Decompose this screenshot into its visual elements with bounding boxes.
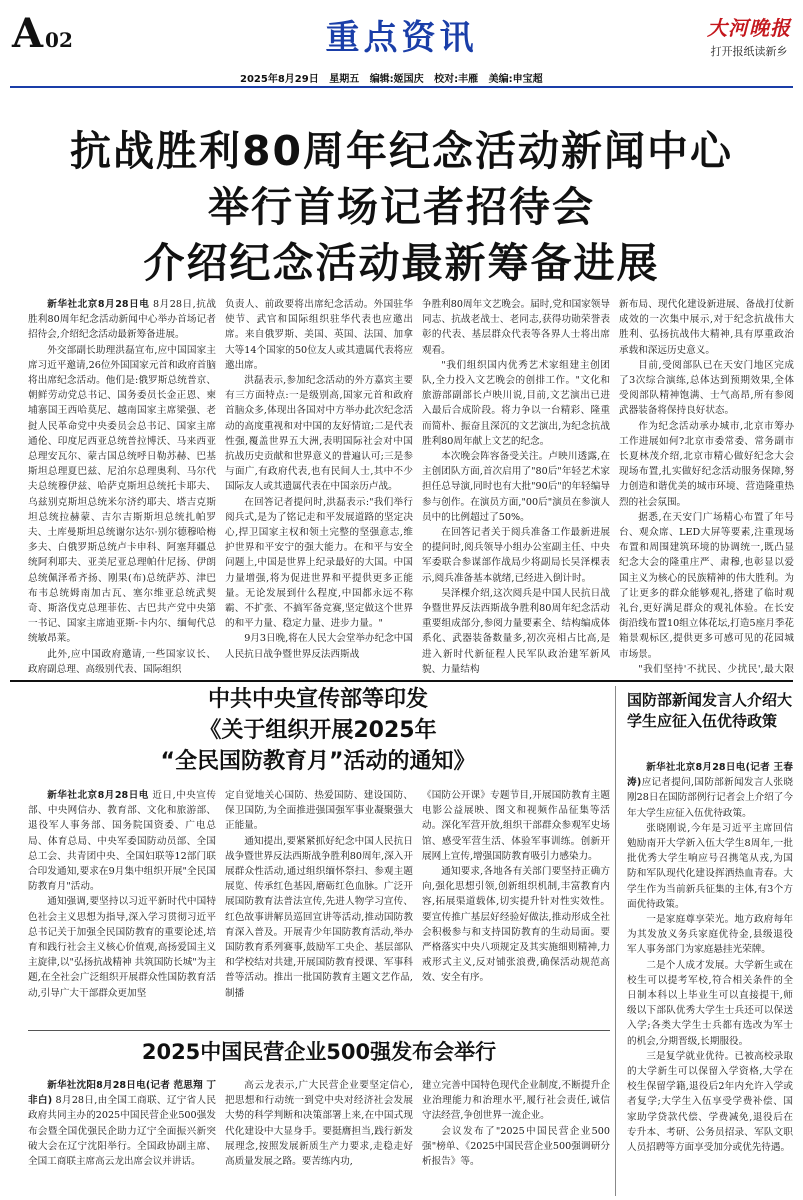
side-story-paragraph: 三是复学就业优待。已被高校录取的大学新生可以保留入学资格,大学在校生保留学籍,退役后2年内允许入学或者复学;大学生入伍享受学费补偿、国家助学贷款代偿、学费减免,退役后在专升本、考研、公务员招录、军队文职人员招聘等方面享受加分或优先待遇。 <box>627 1050 793 1154</box>
enterprises-paragraph: 8月28日,由全国工商联、辽宁省人民政府共同主办的2025中国民营企业500强发布会暨全国优强民企助力辽宁全面振兴新突破大会在辽宁沈阳举行。全国政协副主席、全国工商联主席高云龙出席会议并讲话。 <box>28 1095 216 1168</box>
enterprises-paragraph: 建立完善中国特色现代企业制度,不断提升企业治理能力和治理水平,履行社会责任,诚信守法经营,争创世界一流企业。 <box>422 1080 610 1122</box>
defense-month-paragraph: 《国防公开课》专题节目,开展国防教育主题电影公益展映、图文和视频作品征集等活动。深化军营开放,组织干部群众参观军史场馆、感受军营生活、体验军事训练。创新开展网上宣传,增强国防教育吸引力感染力。 <box>422 790 610 862</box>
designer-credit: 美编:申宝超 <box>488 74 543 85</box>
defense-month-headline-line-3: “全民国防教育月”活动的通知》 <box>160 749 476 774</box>
side-story-paragraph: 应记者提问,国防部新闻发言人张晓刚28日在国防部例行记者会上介绍了今年大学生应征入伍优待政策。 <box>627 777 793 819</box>
side-story-paragraph: 二是个人成才发展。大学新生或在校生可以提考军校,符合相关条件的全日制本科以上毕业生可以直接提干,师级以下部队优秀大学生士兵还可以保送入学;各类大学生士兵都有选改为军士的机会,分期晋级,长期服役。 <box>627 959 793 1047</box>
defense-month-paragraph: 近日,中央宣传部、中央网信办、教育部、文化和旅游部、退役军人事务部、国务院国资委、广电总局、体育总局、中央军委国防动员部、全国总工会、共青团中央、全国妇联等12部门联合印发通知,要求在9月集中组织开展"全民国防教育月"活动。 <box>28 790 216 893</box>
main-story-paragraph: 作为纪念活动承办城市,北京市筹办工作进展如何?北京市委常委、常务副市长夏林茂介绍,北京市精心做好纪念大会现场布置,扎实做好纪念活动服务保障,努力创造和谐优美的城市环境、营造隆重热烈的社会氛围。 <box>619 420 794 508</box>
enterprises-byline: (记者 范思翔 丁非白) <box>28 1080 216 1107</box>
issue-date: 2025年8月29日 <box>240 74 319 85</box>
enterprises-paragraph: 高云龙表示,广大民营企业要坚定信心,把思想和行动统一到党中央对经济社会发展大势的科学判断和决策部署上来,在中国式现代化建设中大显身手。要挺膺担当,践行新发展理念,按照发展新质生产力要求,走稳走好高质量发展之路。要苦练内功, <box>225 1080 413 1168</box>
side-story-body <box>627 760 793 1196</box>
main-story-paragraph: 据悉,在天安门广场精心布置了年号台、观众席、LED大屏等要素,注重现场布置和周围建筑环境的协调统一,既凸显纪念大会的隆重庄严、肃穆,也彰显以爱国主义为核心的民族精神的伟大胜利。为了让更多的群众能够观礼,搭建了临时观礼台,更好满足群众的观礼体验。在长安街沿线布置10组立体花坛,打造5座月季花箱景观标区,提供更多可感可见的花园城市场景。 <box>619 511 794 660</box>
defense-month-headline <box>28 684 608 777</box>
main-story-paragraph: 本次晚会阵容备受关注。卢映川透露,在主创团队方面,首次启用了"80后"年轻艺术家担任总导演,同时也有大批"90后"的年轻编导参与创作。在演员方面,"00后"演员在参演人员中的比例超过了50%。 <box>422 451 610 523</box>
main-story-paragraph: 洪磊表示,参加纪念活动的外方嘉宾主要有三方面特点:一是级别高,国家元首和政府首脑众多,体现出各国对中方举办此次纪念活动的高度重视和对中国的友好情谊;二是代表性强,覆盖世界五大洲,表明国际社会对中国抗战历史贡献和世界意义的普遍认可;三是参与面广,有政府代表,也有民间人士,其中不少国际友人或其遗属代表在中国亲历卢战。 <box>225 375 413 493</box>
proofreader-credit: 校对:丰雁 <box>434 74 479 85</box>
defense-month-headline-line-2: 《关于组织开展2025年 <box>199 718 437 743</box>
issue-weekday: 星期五 <box>329 74 360 85</box>
editor-credit: 编辑:姬国庆 <box>369 74 424 85</box>
defense-month-column-2 <box>225 788 413 1024</box>
main-story-paragraph: 在回答记者关于阅兵准备工作最新进展的提问时,阅兵领导小组办公室副主任、中央军委联合参谋部作战局少将副局长吴泽棵表示,阅兵准备基本就绪,已经进入倒计时。 <box>422 527 610 584</box>
defense-month-paragraph: 通知强调,要坚持以习近平新时代中国特色社会主义思想为指导,深入学习贯彻习近平总书记关于加强全民国防教育的重要论述,培育和践行社会主义核心价值观,高扬爱国主义主旋律,以"弘扬抗战精神 共筑国防长城"为主题,在全社会广泛组织开展群众性国防教育活动,引导广大干部群众更加坚 <box>28 896 216 999</box>
enterprises-column-1 <box>28 1078 216 1196</box>
defense-month-headline-line-1: 中共中央宣传部等印发 <box>207 687 428 712</box>
side-story-byline: (记者 王春涛) <box>627 762 793 789</box>
main-story-paragraph: 争胜利80周年文艺晚会。届时,党和国家领导同志、抗战老战士、老同志,获得功勋荣誉表彰的代表、基层群众代表等各界人士将出席观看。 <box>422 299 610 356</box>
main-story-paragraph: 在回答记者提问时,洪磊表示:"我们举行阅兵式,是为了铭记走和平发展道路的坚定决心,捍卫国家主权和领土完整的坚强意志,维护世界和平安宁的强大能力。在和平与安全问题上,中国是世界上纪录最好的大国。中国力量增强,将为促进世界和平提供更多正能量。无论发展到什么程度,中国都永远不称霸、不扩张、不搞军备竞赛,坚定做这个世界的和平力量、稳定力量、进步力量。" <box>225 496 413 630</box>
main-story-column-4 <box>619 297 794 675</box>
main-story-paragraph: 新布局、现代化建设新进展、备战打仗新成效的一次集中展示,对于纪念抗战伟大胜利、弘扬抗战伟大精神,具有厚重政治承载和深远历史意义。 <box>619 299 794 356</box>
enterprises-column-2 <box>225 1078 413 1196</box>
side-story-paragraph: 张晓刚说,今年是习近平主席回信勉励南开大学新入伍大学生8周年,一批批优秀大学生响应号召携笔从戎,为国防和军队现代化建设挥洒热血青春。大学生作为当前新兵征集的主体,有3个方面优待政策。 <box>627 822 793 910</box>
main-story-dateline: 新华社北京8月28日电 <box>47 299 150 310</box>
main-story-paragraph: 目前,受阅部队已在天安门地区完成了3次综合演练,总体达到预期效果,全体受阅部队精神饱满、士气高昂,所有参阅武器装备将保持良好状态。 <box>619 359 794 417</box>
defense-month-dateline: 新华社北京8月28日电 <box>47 790 149 801</box>
defense-month-paragraph: 通知提出,要紧紧抓好纪念中国人民抗日战争暨世界反法西斯战争胜利80周年,深入开展群众性活动,通过组织缅怀祭扫、参观主题展览、传承红色基因,磨砺红色血脉。广泛开展国防教育法普法宣传,先进人物学习宣传、红色故事讲解员巡回宣讲等活动,推动国防教育深入普及。开展青少年国防教育活动,举办国防教育系列赛事,鼓励军工央企、基层部队和学校结对共建,开展国防教育授课、军事科普等活动。推出一批国防教育主题文艺作品,制播 <box>225 835 413 999</box>
story-divider <box>28 1030 610 1031</box>
main-story-paragraph: "我们组织国内优秀艺术家组建主创团队,全力投入文艺晚会的创排工作。"文化和旅游部副部长卢映川说,目前,文艺演出已进入最后合成阶段。将力争以一台精彩、隆重而简朴、振奋且深沉的文艺演出,为纪念抗战胜利80周年献上文艺的纪念。 <box>422 359 610 447</box>
defense-month-column-3 <box>422 788 610 1024</box>
side-story-paragraph: 一是家庭尊享荣光。地方政府每年为其发放义务兵家庭优待金,县级退役军人事务部门为家庭悬挂光荣牌。 <box>627 914 793 956</box>
issue-meta-line <box>240 70 550 85</box>
defense-month-column-1 <box>28 788 216 1024</box>
defense-month-paragraph: 定自觉地关心国防、热爱国防、建设国防、保卫国防,为全面推进强国强军事业凝聚强大正能量。 <box>225 790 413 832</box>
page-digits: 02 <box>45 28 73 52</box>
main-story-paragraph: 9月3日晚,将在人民大会堂举办纪念中国人民抗日战争暨世界反法西斯战 <box>225 633 413 660</box>
enterprises-dateline: 新华社沈阳8月28日电 <box>47 1080 146 1091</box>
page-letter: A <box>12 10 44 57</box>
main-story-paragraph: 吴泽棵介绍,这次阅兵是中国人民抗日战争暨世界反法西斯战争胜利80周年纪念活动重要组成部分,参阅力量要素全、结构编成体系化、武器装备数量多,初次亮相占比高,是进入新时代新征程人民军队政治建军新风貌、力量结构 <box>422 587 610 675</box>
main-story-paragraph: 外交部副长助理洪磊宣布,应中国国家主席习近平邀请,26位外国国家元首和政府首脑将出席纪念活动。他们是:俄罗斯总统普京、朝鲜劳动党总书记、国务委员长金正恩、柬埔寨国王西哈莫尼、越南国家主席梁强、老挝人民革命党中央委员会总书记、国家主席通伦、印度尼西亚总统普拉博沃、马来西亚总理安瓦尔、蒙古国总统呼日勒苏赫、巴基斯坦总理夏巴兹、尼泊尔总理奥利、马尔代夫总统穆伊兹、哈萨克斯坦总统托卡耶夫、乌兹别克斯坦总统米尔济约耶夫、塔吉克斯坦总统拉赫蒙、吉尔吉斯斯坦总统扎帕罗夫、土库曼斯坦总统谢尔达尔·别尔德穆哈梅多夫、白俄罗斯总统卢卡申科、阿塞拜疆总统阿利耶夫、亚美尼亚总理帕什尼扬、伊朗总统佩泽希齐扬、刚果(布)总统萨苏、津巴布韦总统姆南加古瓦、塞尔维亚总统武契奇、斯洛伐克总理菲佐、古巴共产党中央第一书记、国家主席迪亚斯-卡内尔、缅甸代总统敏昂莱。 <box>28 344 216 645</box>
side-story-dateline: 新华社北京8月28日电 <box>646 762 746 773</box>
main-headline-line-3: 介绍纪念活动最新筹备进展 <box>143 239 660 287</box>
main-story-column-3 <box>422 297 610 675</box>
enterprises-column-3 <box>422 1078 610 1196</box>
section-title: 重点资讯 <box>325 18 478 58</box>
side-story-headline: 国防部新闻发言人介绍大学生应征入伍优待政策 <box>627 691 793 730</box>
main-story-column-2 <box>225 297 413 675</box>
enterprises-headline: 2025中国民营企业500强发布会举行 <box>141 1040 497 1064</box>
newspaper-logo: 大河晚报 <box>707 16 791 40</box>
header-rule <box>10 86 793 88</box>
main-story-paragraph: "我们坚持'不扰民、少扰民',最大限 <box>638 663 794 675</box>
main-story-column-1 <box>28 297 216 675</box>
newspaper-brand <box>707 12 791 59</box>
side-column-divider <box>615 686 616 1196</box>
main-story-paragraph: 负责人、前政要将出席纪念活动。外国驻华使节、武官和国际组织驻华代表也应邀出席。来自俄罗斯、美国、英国、法国、加拿大等14个国家的50位友人或其遗属代表将应邀出席。 <box>225 299 413 371</box>
main-headline-line-1: 抗战胜利80周年纪念活动新闻中心 <box>69 127 734 175</box>
defense-month-paragraph: 通知要求,各地各有关部门要坚持正确方向,强化思想引领,创新组织机制,丰富教育内容,拓展渠道载体,切实提升针对性实效性。要宣传推广基层好经验好做法,推动形成全社会积极参与和支持国防教育的生动局面。要严格落实中央八项规定及其实施细则精神,力戒形式主义,反对铺张浪费,确保活动规范高效、安全有序。 <box>422 866 610 984</box>
enterprises-paragraph: 会议发布了"2025中国民营企业500强"榜单、《2025中国民营企业500强调研分析报告》等。 <box>422 1125 610 1168</box>
main-headline-line-2: 举行首场记者招待会 <box>208 183 595 231</box>
main-story-paragraph: 8月28日,抗战胜利80周年纪念活动新闻中心举办首场记者招待会,介绍纪念活动最新筹备进展。 <box>28 299 216 341</box>
main-story-paragraph: 此外,应中国政府邀请,一些国家议长、政府副总理、高级别代表、国际组织 <box>28 648 216 675</box>
section-divider <box>10 680 793 682</box>
brand-slogan: 打开报纸读新乡 <box>710 45 788 58</box>
